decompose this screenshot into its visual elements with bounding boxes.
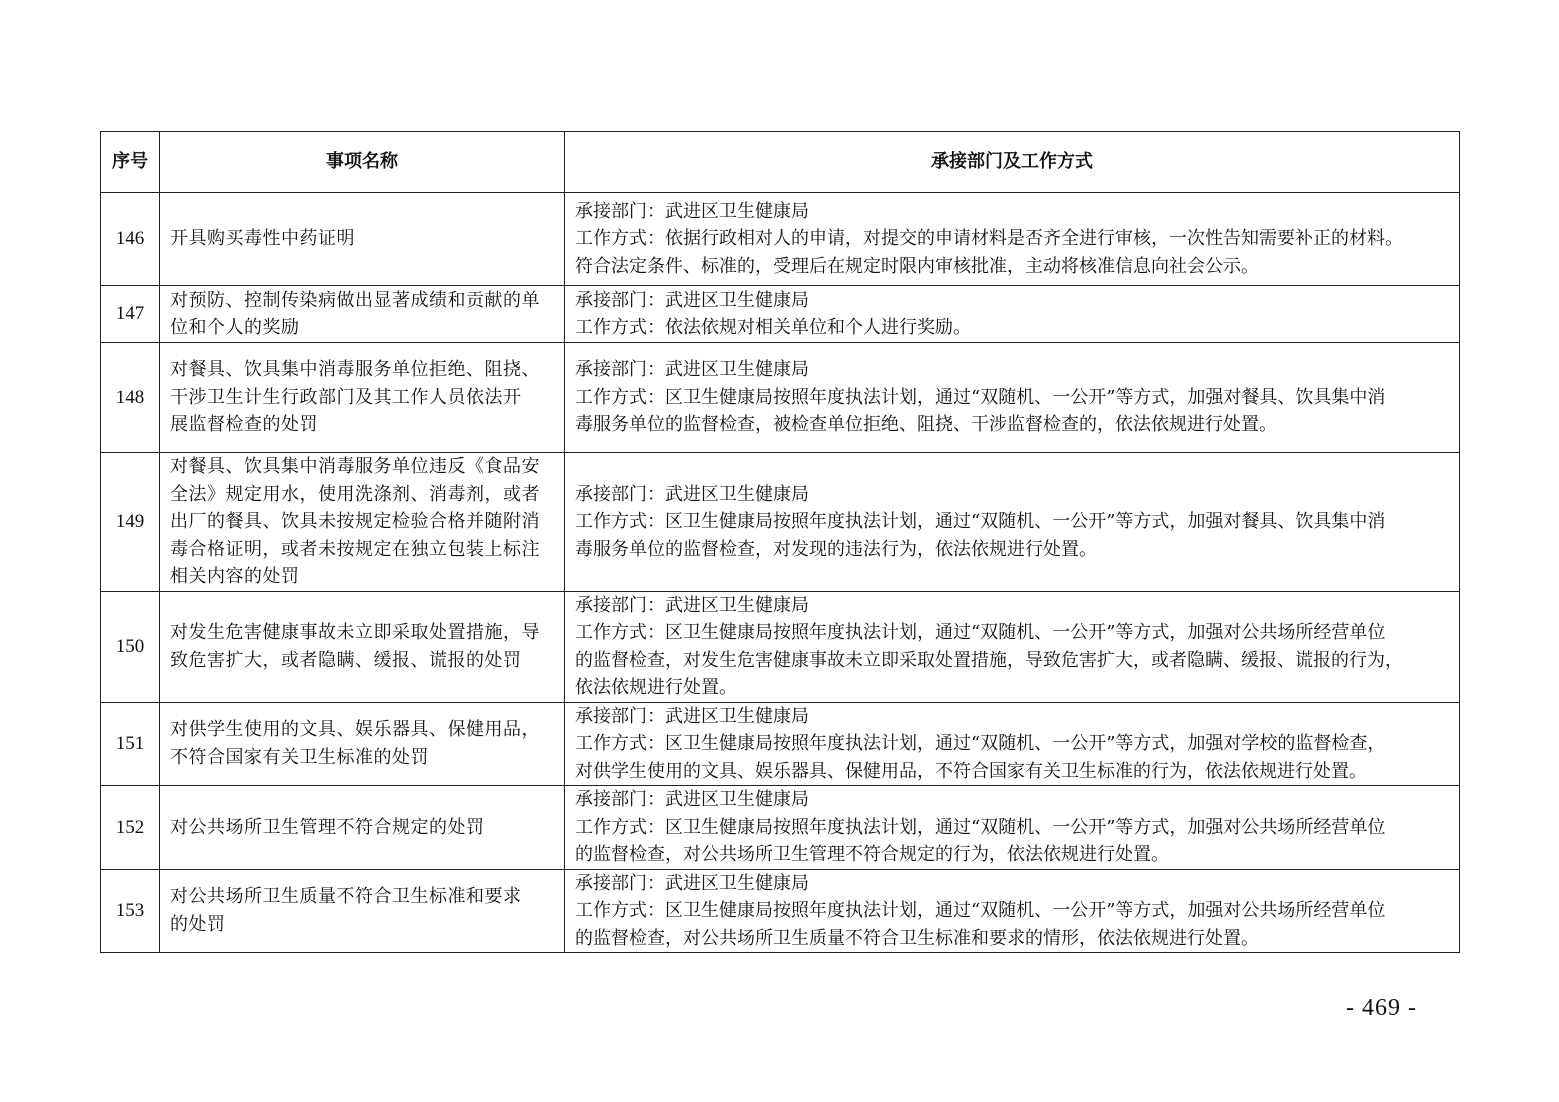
department-method-line: 工作方式：依据行政相对人的申请，对提交的申请材料是否齐全进行审核，一次性告知需要补正的材料。 (575, 228, 1403, 250)
row-number: 151 (101, 702, 160, 786)
item-name-line: 相关内容的处罚 (170, 566, 300, 587)
item-name-line: 对公共场所卫生管理不符合规定的处罚 (170, 816, 485, 838)
item-name-line: 的处罚 (170, 913, 226, 935)
row-item-name (160, 702, 565, 786)
item-name-line: 位和个人的奖励 (170, 317, 300, 338)
department-method-line: 工作方式：依法依规对相关单位和个人进行奖励。 (575, 317, 971, 338)
row-item-name (160, 286, 565, 343)
item-name-line: 出厂的餐具、饮具未按规定检验合格并随附消 (170, 511, 540, 532)
department-method-line: 承接部门：武进区卫生健康局 (575, 200, 809, 222)
item-name-line: 不符合国家有关卫生标准的处罚 (170, 746, 429, 768)
header-item-name: 事项名称 (160, 132, 565, 193)
department-method-line: 符合法定条件、标准的，受理后在规定时限内审核批准，主动将核准信息向社会公示。 (575, 255, 1259, 277)
department-method-line: 工作方式：区卫生健康局按照年度执法计划，通过“双随机、一公开”等方式，加强对公共场所经营单位 (575, 816, 1386, 838)
department-method-line: 承接部门：武进区卫生健康局 (575, 483, 809, 505)
department-method-line: 依法依规进行处置。 (575, 677, 737, 698)
department-method-line: 工作方式：区卫生健康局按照年度执法计划，通过“双随机、一公开”等方式，加强对餐具、饮具集中消 (575, 386, 1386, 408)
department-method-line: 承接部门：武进区卫生健康局 (575, 359, 809, 381)
row-department-method (565, 786, 1460, 870)
department-method-line: 工作方式：区卫生健康局按照年度执法计划，通过“双随机、一公开”等方式，加强对公共场所经营单位 (575, 900, 1386, 921)
table-row (101, 193, 1460, 286)
item-name-line: 干涉卫生计生行政部门及其工作人员依法开 (170, 386, 522, 408)
department-method-line: 的监督检查，对公共场所卫生管理不符合规定的行为，依法依规进行处置。 (575, 844, 1169, 865)
row-number: 150 (101, 591, 160, 702)
table-row (101, 286, 1460, 343)
item-name-line: 对供学生使用的文具、娱乐器具、保健用品， (170, 719, 540, 741)
row-department-method (565, 702, 1460, 786)
row-department-method (565, 286, 1460, 343)
item-name-line: 致危害扩大，或者隐瞒、缓报、谎报的处罚 (170, 649, 522, 671)
items-table (100, 131, 1460, 953)
department-method-line: 承接部门：武进区卫生健康局 (575, 289, 809, 311)
department-method-line: 承接部门：武进区卫生健康局 (575, 789, 809, 810)
table-header-row (101, 132, 1460, 193)
row-item-name (160, 591, 565, 702)
department-method-line: 毒服务单位的监督检查，被检查单位拒绝、阻挠、干涉监督检查的，依法依规进行处置。 (575, 414, 1277, 436)
item-name-line: 对公共场所卫生质量不符合卫生标准和要求 (170, 886, 522, 908)
department-method-line: 承接部门：武进区卫生健康局 (575, 872, 809, 894)
header-department-method: 承接部门及工作方式 (565, 132, 1460, 193)
item-name-line: 毒合格证明，或者未按规定在独立包装上标注 (170, 538, 540, 560)
item-name-line: 开具购买毒性中药证明 (170, 228, 355, 250)
row-department-method (565, 343, 1460, 453)
row-department-method (565, 591, 1460, 702)
row-number: 146 (101, 193, 160, 286)
table-row (101, 786, 1460, 870)
department-method-line: 承接部门：武进区卫生健康局 (575, 705, 809, 727)
row-department-method (565, 193, 1460, 286)
row-item-name (160, 869, 565, 953)
row-item-name (160, 343, 565, 453)
row-item-name (160, 786, 565, 870)
row-number: 153 (101, 869, 160, 953)
table-row (101, 591, 1460, 702)
page-number: - 469 - (1346, 995, 1417, 1021)
department-method-line: 承接部门：武进区卫生健康局 (575, 594, 809, 616)
row-number: 148 (101, 343, 160, 453)
item-name-line: 展监督检查的处罚 (170, 414, 318, 436)
department-method-line: 工作方式：区卫生健康局按照年度执法计划，通过“双随机、一公开”等方式，加强对餐具、饮具集中消 (575, 511, 1386, 532)
row-item-name (160, 193, 565, 286)
item-name-line: 对餐具、饮具集中消毒服务单位拒绝、阻挠、 (170, 359, 540, 381)
department-method-line: 的监督检查，对公共场所卫生质量不符合卫生标准和要求的情形，依法依规进行处置。 (575, 927, 1259, 949)
department-method-line: 工作方式：区卫生健康局按照年度执法计划，通过“双随机、一公开”等方式，加强对公共场所经营单位 (575, 622, 1386, 643)
header-number: 序号 (101, 132, 160, 193)
department-method-line: 工作方式：区卫生健康局按照年度执法计划，通过“双随机、一公开”等方式，加强对学校的监督检查， (575, 733, 1386, 754)
department-method-line: 对供学生使用的文具、娱乐器具、保健用品，不符合国家有关卫生标准的行为，依法依规进行处置。 (575, 760, 1367, 782)
table-row (101, 453, 1460, 592)
row-number: 152 (101, 786, 160, 870)
table-body (101, 193, 1460, 953)
item-name-line: 对餐具、饮具集中消毒服务单位违反《食品安 (170, 456, 540, 477)
item-name-line: 对发生危害健康事故未立即采取处置措施，导 (170, 622, 540, 643)
item-name-line: 对预防、控制传染病做出显著成绩和贡献的单 (170, 289, 540, 311)
row-department-method (565, 869, 1460, 953)
department-method-line: 毒服务单位的监督检查，对发现的违法行为，依法依规进行处置。 (575, 538, 1097, 560)
table-row (101, 343, 1460, 453)
department-method-line: 的监督检查，对发生危害健康事故未立即采取处置措施，导致危害扩大，或者隐瞒、缓报、谎报的行为， (575, 649, 1403, 671)
row-number: 147 (101, 286, 160, 343)
table-row (101, 869, 1460, 953)
item-name-line: 全法》规定用水，使用洗涤剂、消毒剂，或者 (170, 483, 540, 505)
table-row (101, 702, 1460, 786)
row-number: 149 (101, 453, 160, 592)
row-item-name (160, 453, 565, 592)
row-department-method (565, 453, 1460, 592)
